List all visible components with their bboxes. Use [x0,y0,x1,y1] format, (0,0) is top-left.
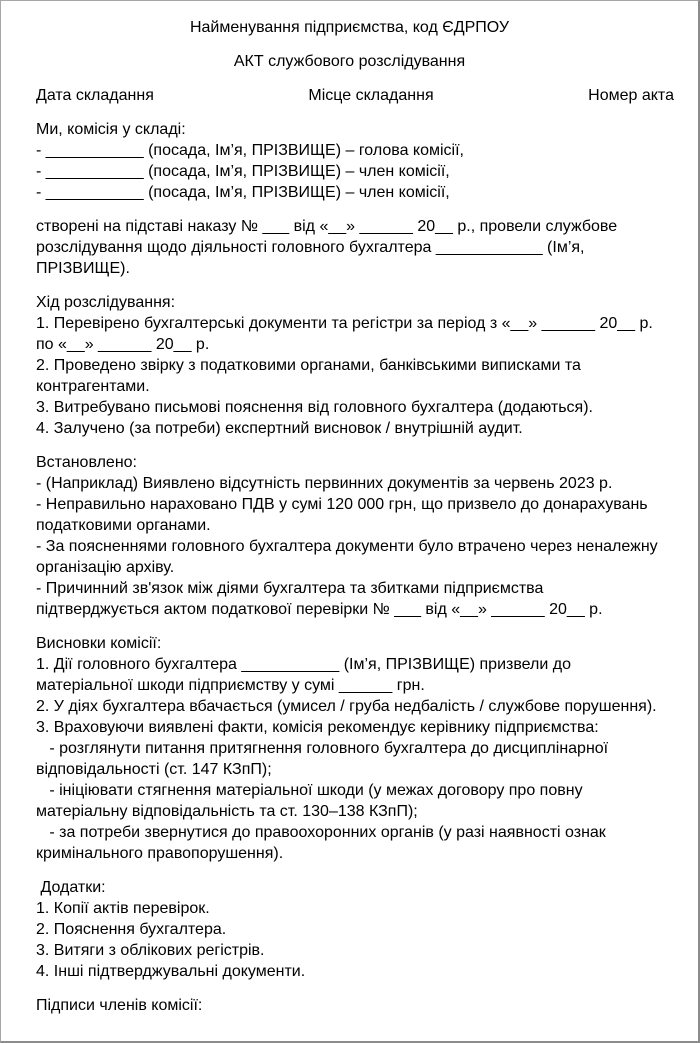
investigation-item-4: 4. Залучено (за потреби) експертний висновок / внутрішній аудит. [36,420,523,437]
recommendation-1: - розглянути питання притягнення головного бухгалтера до дисциплінарної відповідальності (ст. 147 КЗпП); [36,740,613,778]
commission-member-head: - ___________ (посада, Ім’я, ПРІЗВИЩЕ) – голова комісії, [36,142,464,159]
findings-item-1: - (Наприклад) Виявлено відсутність первинних документів за червень 2023 р. [36,475,613,492]
conclusions-item-3: 3. Враховуючи виявлені факти, комісія рекомендує керівнику підприємства: [36,719,599,736]
findings-item-2: - Неправильно нараховано ПДВ у сумі 120 000 грн, що призвело до донарахувань податковими органами. [36,496,653,534]
conclusions-item-2: 2. У діях бухгалтера вбачається (умисел / груба недбалість / службове порушення). [36,698,657,715]
attachment-item-3: 3. Витяги з облікових регістрів. [36,942,265,959]
basis-section [36,216,663,279]
recommendation-2: - ініціювати стягнення матеріальної шкоди (у межах договору про повну матеріальну відповідальність та ст. 130–138 КЗпП); [36,782,588,820]
signatures-heading: Підписи членів комісії: [36,997,203,1014]
findings-item-4: - Причинний зв'язок між діями бухгалтера та збитками підприємства підтверджується актом податкової перевірки № ___ від «__» ______ 20__ р. [36,580,603,618]
date-of-drafting-label: Дата складання [36,87,154,104]
attachment-item-4: 4. Інші підтверджувальні документи. [36,963,306,980]
meta-row [36,85,674,106]
act-title: АКТ службового розслідування [233,53,466,70]
conclusions-heading: Висновки комісії: [36,635,162,652]
commission-member-2: - ___________ (посада, Ім’я, ПРІЗВИЩЕ) – член комісії, [36,184,450,201]
act-number-label: Номер акта [588,87,674,104]
place-of-drafting-label: Місце складання [308,87,434,104]
investigation-section [36,292,663,439]
investigation-heading: Хід розслідування: [36,294,176,311]
document-page [1,1,698,1016]
commission-section [36,119,663,203]
company-name-line: Найменування підприємства, код ЄДРПОУ [189,19,510,36]
basis-paragraph: створені на підставі наказу № ___ від «__» ______ 20__ р., провели службове розслідування щодо діяльності головного бухгалтера ____________ (Ім’я, ПРІЗВИЩЕ). [36,218,622,277]
meta-section [36,85,674,106]
signatures-section [36,995,663,1016]
investigation-item-2: 2. Проведено звірку з податковими органами, банківськими виписками та контрагентами. [36,357,586,395]
attachments-section [36,877,663,982]
attachments-heading: Додатки: [36,879,106,896]
investigation-item-3: 3. Витребувано письмові пояснення від головного бухгалтера (додаються). [36,399,593,416]
findings-heading: Встановлено: [36,454,137,471]
conclusions-section [36,633,663,864]
conclusions-item-1: 1. Дії головного бухгалтера ___________ (Ім’я, ПРІЗВИЩЕ) призвели до матеріальної шкоди підприємству у сумі ______ грн. [36,656,576,694]
recommendation-3: - за потреби звернутися до правоохоронних органів (у разі наявності ознак кримінального правопорушення). [36,824,611,862]
company-header-section [36,17,663,38]
attachment-item-1: 1. Копії актів перевірок. [36,900,210,917]
investigation-item-1: 1. Перевірено бухгалтерські документи та регістри за період з «__» ______ 20__ р. по «__» ______ 20__ р. [36,315,658,353]
findings-section [36,452,663,620]
attachment-item-2: 2. Пояснення бухгалтера. [36,921,227,938]
commission-member-1: - ___________ (посада, Ім’я, ПРІЗВИЩЕ) – член комісії, [36,163,450,180]
commission-intro: Ми, комісія у складі: [36,121,186,138]
findings-item-3: - За поясненнями головного бухгалтера документи було втрачено через неналежну організацію архіву. [36,538,663,576]
act-title-section [36,51,663,72]
